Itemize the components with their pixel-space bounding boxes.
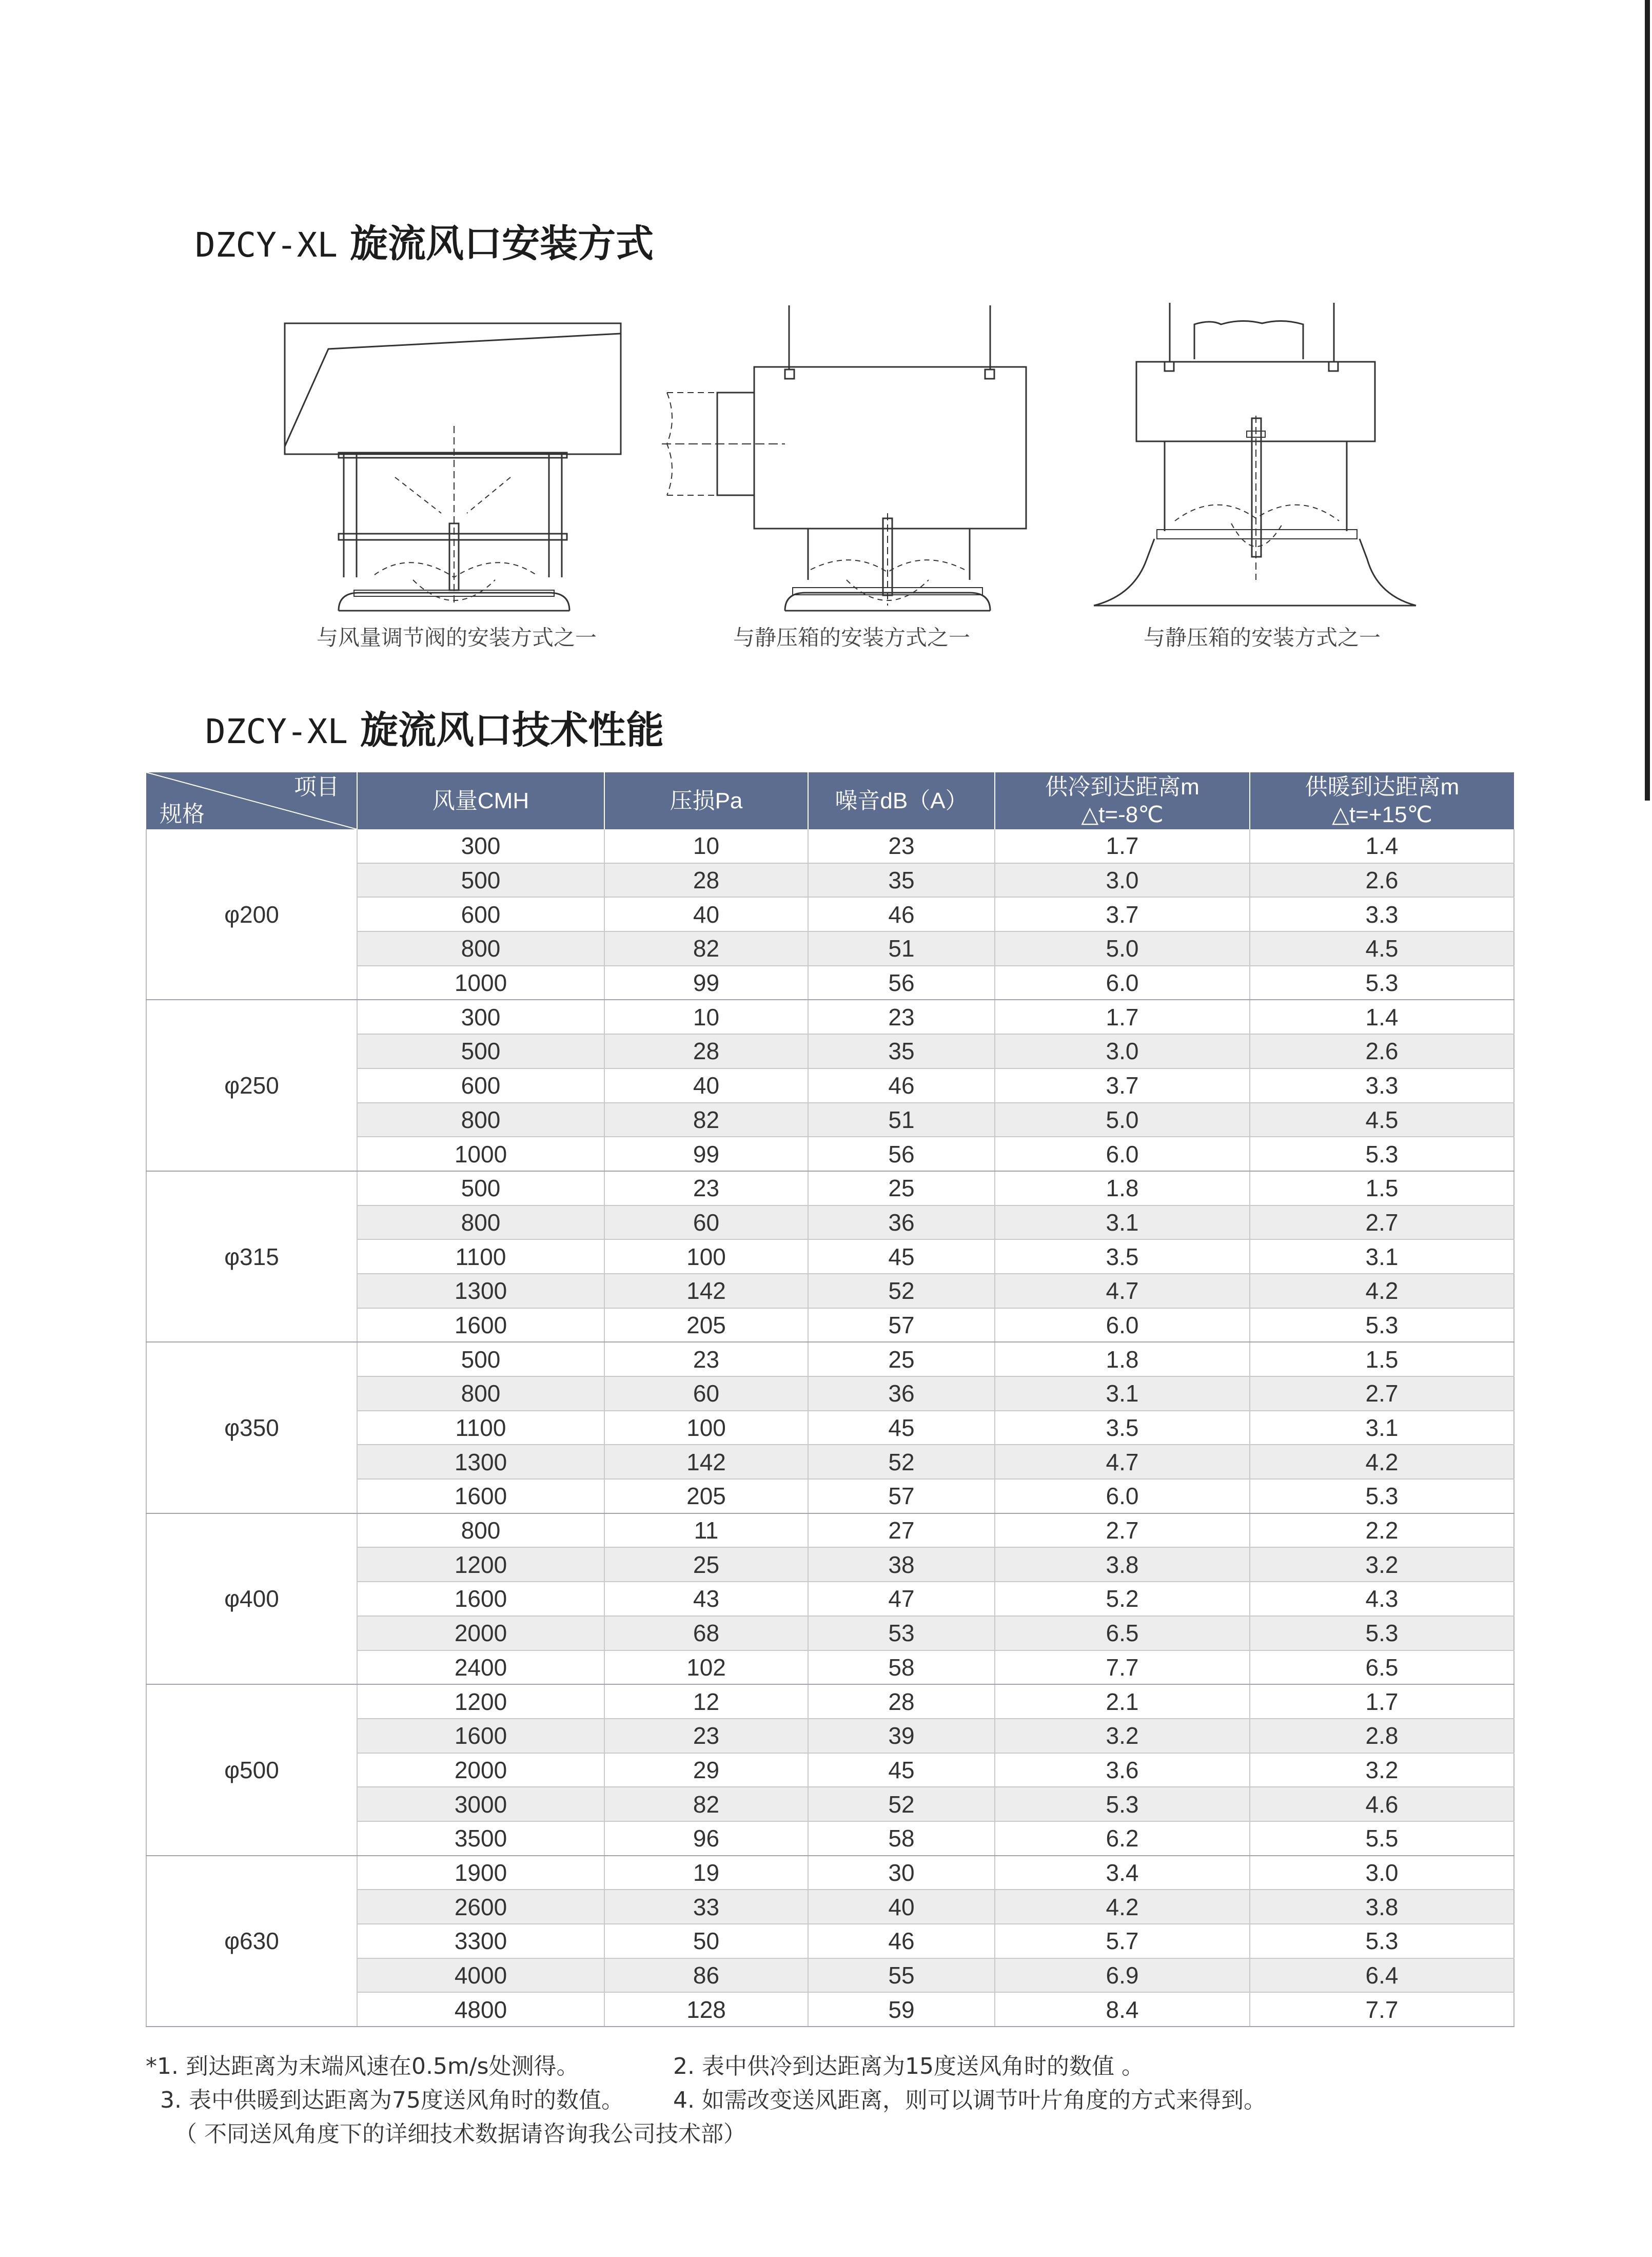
column-header-airflow: 风量CMH [357, 772, 604, 829]
pressure-loss-cell: 40 [604, 1068, 808, 1103]
cooling-throw-cell: 6.0 [995, 1479, 1250, 1513]
pressure-loss-cell: 40 [604, 897, 808, 931]
cooling-throw-cell: 6.2 [995, 1821, 1250, 1856]
cooling-throw-cell: 2.1 [995, 1684, 1250, 1719]
noise-cell: 28 [808, 1684, 995, 1719]
note-3: 3. 表中供暖到达距离为75度送风角时的数值。 [160, 2087, 624, 2113]
noise-cell: 27 [808, 1513, 995, 1548]
airflow-cell: 1100 [357, 1239, 604, 1274]
airflow-cell: 1600 [357, 1479, 604, 1513]
pressure-loss-cell: 10 [604, 1000, 808, 1034]
note-1: *1. 到达距离为末端风速在0.5m/s处测得。 [146, 2053, 579, 2079]
column-header-heating-throw: 供暖到达距离m △t=+15℃ [1250, 772, 1514, 829]
cooling-throw-cell: 1.7 [995, 829, 1250, 863]
note-4: 4. 如需改变送风距离，则可以调节叶片角度的方式来得到。 [673, 2087, 1266, 2113]
pressure-loss-cell: 205 [604, 1308, 808, 1342]
airflow-cell: 1200 [357, 1547, 604, 1582]
damper-drawing [277, 293, 636, 621]
cooling-throw-cell: 3.6 [995, 1753, 1250, 1787]
pressure-loss-cell: 82 [604, 1103, 808, 1137]
noise-cell: 30 [808, 1856, 995, 1890]
airflow-cell: 800 [357, 1513, 604, 1548]
noise-cell: 47 [808, 1582, 995, 1616]
performance-table [146, 772, 1515, 2027]
plenum-side-drawing [657, 293, 1047, 621]
noise-cell: 40 [808, 1890, 995, 1924]
heating-throw-cell: 4.6 [1250, 1787, 1514, 1821]
cooling-throw-cell: 5.3 [995, 1787, 1250, 1821]
heating-throw-cell: 5.3 [1250, 1924, 1514, 1958]
heating-throw-cell: 5.3 [1250, 1308, 1514, 1342]
noise-cell: 46 [808, 1924, 995, 1958]
performance-heading-title: 旋流风口技术性能 [360, 708, 664, 752]
noise-cell: 51 [808, 931, 995, 966]
noise-cell: 52 [808, 1445, 995, 1479]
airflow-cell: 3000 [357, 1787, 604, 1821]
pressure-loss-cell: 25 [604, 1547, 808, 1582]
pressure-loss-cell: 23 [604, 1719, 808, 1753]
airflow-cell: 1000 [357, 1137, 604, 1171]
heating-throw-cell: 3.8 [1250, 1890, 1514, 1924]
airflow-cell: 4000 [357, 1958, 604, 1993]
noise-cell: 51 [808, 1103, 995, 1137]
heating-throw-cell: 4.2 [1250, 1274, 1514, 1308]
airflow-cell: 500 [357, 1342, 604, 1376]
table-row [146, 829, 1514, 863]
spec-cell: φ630 [146, 1856, 357, 2027]
cooling-throw-cell: 6.9 [995, 1958, 1250, 1993]
cooling-throw-cell: 8.4 [995, 1992, 1250, 2027]
noise-cell: 55 [808, 1958, 995, 1993]
cooling-throw-cell: 1.7 [995, 1000, 1250, 1034]
airflow-cell: 1200 [357, 1684, 604, 1719]
airflow-cell: 3300 [357, 1924, 604, 1958]
airflow-cell: 1300 [357, 1274, 604, 1308]
pressure-loss-cell: 43 [604, 1582, 808, 1616]
airflow-cell: 600 [357, 897, 604, 931]
heating-throw-cell: 4.3 [1250, 1582, 1514, 1616]
pressure-loss-cell: 50 [604, 1924, 808, 1958]
airflow-cell: 1600 [357, 1308, 604, 1342]
cooling-throw-cell: 5.2 [995, 1582, 1250, 1616]
airflow-cell: 800 [357, 931, 604, 966]
heating-throw-cell: 2.6 [1250, 1034, 1514, 1068]
heating-throw-cell: 2.2 [1250, 1513, 1514, 1548]
table-row [146, 1684, 1514, 1719]
cooling-throw-cell: 3.1 [995, 1376, 1250, 1411]
cooling-throw-cell: 3.0 [995, 863, 1250, 898]
cooling-throw-cell: 2.7 [995, 1513, 1250, 1548]
pressure-loss-cell: 23 [604, 1171, 808, 1205]
pressure-loss-cell: 29 [604, 1753, 808, 1787]
performance-heading [205, 702, 664, 758]
noise-cell: 58 [808, 1821, 995, 1856]
page-edge-bar [1645, 0, 1650, 801]
heating-throw-cell: 3.1 [1250, 1411, 1514, 1445]
corner-header-cell [146, 772, 357, 829]
pressure-loss-cell: 99 [604, 966, 808, 1000]
corner-item-label: 项目 [294, 774, 339, 800]
airflow-cell: 500 [357, 863, 604, 898]
noise-cell: 59 [808, 1992, 995, 2027]
heating-throw-cell: 5.3 [1250, 966, 1514, 1000]
spec-cell: φ250 [146, 1000, 357, 1171]
table-row [146, 1342, 1514, 1376]
cooling-throw-cell: 6.0 [995, 1137, 1250, 1171]
airflow-cell: 1600 [357, 1582, 604, 1616]
table-header-row [146, 772, 1514, 829]
caption-damper: 与风量调节阀的安装方式之一 [316, 625, 597, 650]
airflow-cell: 3500 [357, 1821, 604, 1856]
pressure-loss-cell: 60 [604, 1205, 808, 1240]
noise-cell: 46 [808, 897, 995, 931]
heating-throw-cell: 2.8 [1250, 1719, 1514, 1753]
noise-cell: 53 [808, 1616, 995, 1650]
heating-throw-cell: 3.0 [1250, 1856, 1514, 1890]
noise-cell: 52 [808, 1787, 995, 1821]
pressure-loss-cell: 100 [604, 1239, 808, 1274]
cooling-throw-cell: 3.7 [995, 897, 1250, 931]
heating-throw-cell: 6.5 [1250, 1650, 1514, 1685]
heating-throw-cell: 7.7 [1250, 1992, 1514, 2027]
heating-throw-cell: 5.3 [1250, 1137, 1514, 1171]
noise-cell: 23 [808, 829, 995, 863]
pressure-loss-cell: 11 [604, 1513, 808, 1548]
pressure-loss-cell: 82 [604, 1787, 808, 1821]
cooling-throw-cell: 4.7 [995, 1445, 1250, 1479]
airflow-cell: 1000 [357, 966, 604, 1000]
noise-cell: 25 [808, 1171, 995, 1205]
heating-throw-cell: 4.2 [1250, 1445, 1514, 1479]
column-header-noise: 噪音dB（A） [808, 772, 995, 829]
heating-throw-cell: 1.4 [1250, 1000, 1514, 1034]
performance-heading-code: DZCY-XL [205, 712, 348, 751]
cooling-throw-cell: 3.7 [995, 1068, 1250, 1103]
airflow-cell: 800 [357, 1103, 604, 1137]
airflow-cell: 2000 [357, 1616, 604, 1650]
spec-cell: φ350 [146, 1342, 357, 1513]
airflow-cell: 500 [357, 1171, 604, 1205]
pressure-loss-cell: 142 [604, 1274, 808, 1308]
noise-cell: 57 [808, 1308, 995, 1342]
noise-cell: 45 [808, 1239, 995, 1274]
airflow-cell: 1900 [357, 1856, 604, 1890]
install-heading-title: 旋流风口安装方式 [350, 222, 654, 266]
airflow-cell: 500 [357, 1034, 604, 1068]
heating-throw-cell: 3.1 [1250, 1239, 1514, 1274]
pressure-loss-cell: 205 [604, 1479, 808, 1513]
cooling-throw-cell: 1.8 [995, 1342, 1250, 1376]
install-heading-code: DZCY-XL [195, 225, 338, 265]
noise-cell: 57 [808, 1479, 995, 1513]
cooling-throw-cell: 4.7 [995, 1274, 1250, 1308]
table-row [146, 1000, 1514, 1034]
cooling-throw-cell: 3.2 [995, 1719, 1250, 1753]
noise-cell: 35 [808, 863, 995, 898]
pressure-loss-cell: 102 [604, 1650, 808, 1685]
heating-throw-cell: 2.7 [1250, 1376, 1514, 1411]
heating-throw-cell: 5.3 [1250, 1479, 1514, 1513]
plenum-top-drawing [1088, 293, 1437, 621]
airflow-cell: 800 [357, 1376, 604, 1411]
pressure-loss-cell: 10 [604, 829, 808, 863]
heating-throw-cell: 1.5 [1250, 1342, 1514, 1376]
noise-cell: 35 [808, 1034, 995, 1068]
cooling-throw-cell: 3.1 [995, 1205, 1250, 1240]
cooling-throw-cell: 6.5 [995, 1616, 1250, 1650]
noise-cell: 52 [808, 1274, 995, 1308]
install-figure-plenum-top [1088, 293, 1437, 667]
cooling-throw-cell: 3.0 [995, 1034, 1250, 1068]
column-header-pressure-loss: 压损Pa [604, 772, 808, 829]
noise-cell: 25 [808, 1342, 995, 1376]
heating-throw-cell: 3.2 [1250, 1753, 1514, 1787]
heating-throw-cell: 4.5 [1250, 1103, 1514, 1137]
noise-cell: 38 [808, 1547, 995, 1582]
pressure-loss-cell: 12 [604, 1684, 808, 1719]
corner-spec-label: 规格 [160, 802, 205, 827]
cooling-throw-cell: 4.2 [995, 1890, 1250, 1924]
heating-throw-cell: 4.5 [1250, 931, 1514, 966]
spec-cell: φ400 [146, 1513, 357, 1684]
noise-cell: 58 [808, 1650, 995, 1685]
cooling-throw-cell: 7.7 [995, 1650, 1250, 1685]
pressure-loss-cell: 128 [604, 1992, 808, 2027]
cooling-throw-cell: 1.8 [995, 1171, 1250, 1205]
heating-throw-cell: 3.3 [1250, 1068, 1514, 1103]
heating-throw-cell: 6.4 [1250, 1958, 1514, 1993]
caption-plenum-side: 与静压箱的安装方式之一 [733, 625, 970, 650]
heating-throw-cell: 5.3 [1250, 1616, 1514, 1650]
heating-throw-cell: 5.5 [1250, 1821, 1514, 1856]
heating-throw-cell: 1.5 [1250, 1171, 1514, 1205]
heating-throw-cell: 3.2 [1250, 1547, 1514, 1582]
cooling-throw-cell: 5.0 [995, 931, 1250, 966]
airflow-cell: 300 [357, 829, 604, 863]
airflow-cell: 4800 [357, 1992, 604, 2027]
install-heading [195, 216, 654, 272]
heating-throw-cell: 2.7 [1250, 1205, 1514, 1240]
install-figure-damper [277, 293, 636, 667]
pressure-loss-cell: 23 [604, 1342, 808, 1376]
pressure-loss-cell: 28 [604, 1034, 808, 1068]
table-row [146, 1513, 1514, 1548]
pressure-loss-cell: 86 [604, 1958, 808, 1993]
spec-cell: φ200 [146, 829, 357, 1000]
cooling-throw-cell: 3.8 [995, 1547, 1250, 1582]
noise-cell: 36 [808, 1205, 995, 1240]
noise-cell: 56 [808, 1137, 995, 1171]
noise-cell: 39 [808, 1719, 995, 1753]
cooling-throw-cell: 6.0 [995, 966, 1250, 1000]
cooling-throw-cell: 5.7 [995, 1924, 1250, 1958]
table-row [146, 1171, 1514, 1205]
table-row [146, 1856, 1514, 1890]
heating-throw-cell: 3.3 [1250, 897, 1514, 931]
install-figure-plenum-side [657, 293, 1047, 667]
airflow-cell: 300 [357, 1000, 604, 1034]
noise-cell: 45 [808, 1753, 995, 1787]
spec-cell: φ315 [146, 1171, 357, 1342]
pressure-loss-cell: 33 [604, 1890, 808, 1924]
note-5: （ 不同送风角度下的详细技术数据请咨询我公司技术部） [174, 2121, 746, 2147]
heating-throw-cell: 1.4 [1250, 829, 1514, 863]
pressure-loss-cell: 142 [604, 1445, 808, 1479]
note-2: 2. 表中供冷到达距离为15度送风角时的数值 。 [673, 2053, 1144, 2079]
cooling-throw-cell: 6.0 [995, 1308, 1250, 1342]
performance-table-body [146, 829, 1514, 2027]
cooling-throw-cell: 5.0 [995, 1103, 1250, 1137]
cooling-throw-cell: 3.5 [995, 1239, 1250, 1274]
airflow-cell: 2000 [357, 1753, 604, 1787]
airflow-cell: 1300 [357, 1445, 604, 1479]
caption-plenum-top: 与静压箱的安装方式之一 [1143, 625, 1381, 650]
airflow-cell: 1600 [357, 1719, 604, 1753]
airflow-cell: 1100 [357, 1411, 604, 1445]
noise-cell: 36 [808, 1376, 995, 1411]
airflow-cell: 2600 [357, 1890, 604, 1924]
airflow-cell: 600 [357, 1068, 604, 1103]
column-header-cooling-throw: 供冷到达距离m △t=-8℃ [995, 772, 1250, 829]
noise-cell: 45 [808, 1411, 995, 1445]
noise-cell: 46 [808, 1068, 995, 1103]
spec-cell: φ500 [146, 1684, 357, 1855]
pressure-loss-cell: 60 [604, 1376, 808, 1411]
pressure-loss-cell: 68 [604, 1616, 808, 1650]
cooling-throw-cell: 3.5 [995, 1411, 1250, 1445]
pressure-loss-cell: 19 [604, 1856, 808, 1890]
heating-throw-cell: 1.7 [1250, 1684, 1514, 1719]
pressure-loss-cell: 100 [604, 1411, 808, 1445]
cooling-throw-cell: 3.4 [995, 1856, 1250, 1890]
pressure-loss-cell: 96 [604, 1821, 808, 1856]
pressure-loss-cell: 28 [604, 863, 808, 898]
airflow-cell: 800 [357, 1205, 604, 1240]
heating-throw-cell: 2.6 [1250, 863, 1514, 898]
pressure-loss-cell: 82 [604, 931, 808, 966]
airflow-cell: 2400 [357, 1650, 604, 1685]
pressure-loss-cell: 99 [604, 1137, 808, 1171]
noise-cell: 56 [808, 966, 995, 1000]
noise-cell: 23 [808, 1000, 995, 1034]
